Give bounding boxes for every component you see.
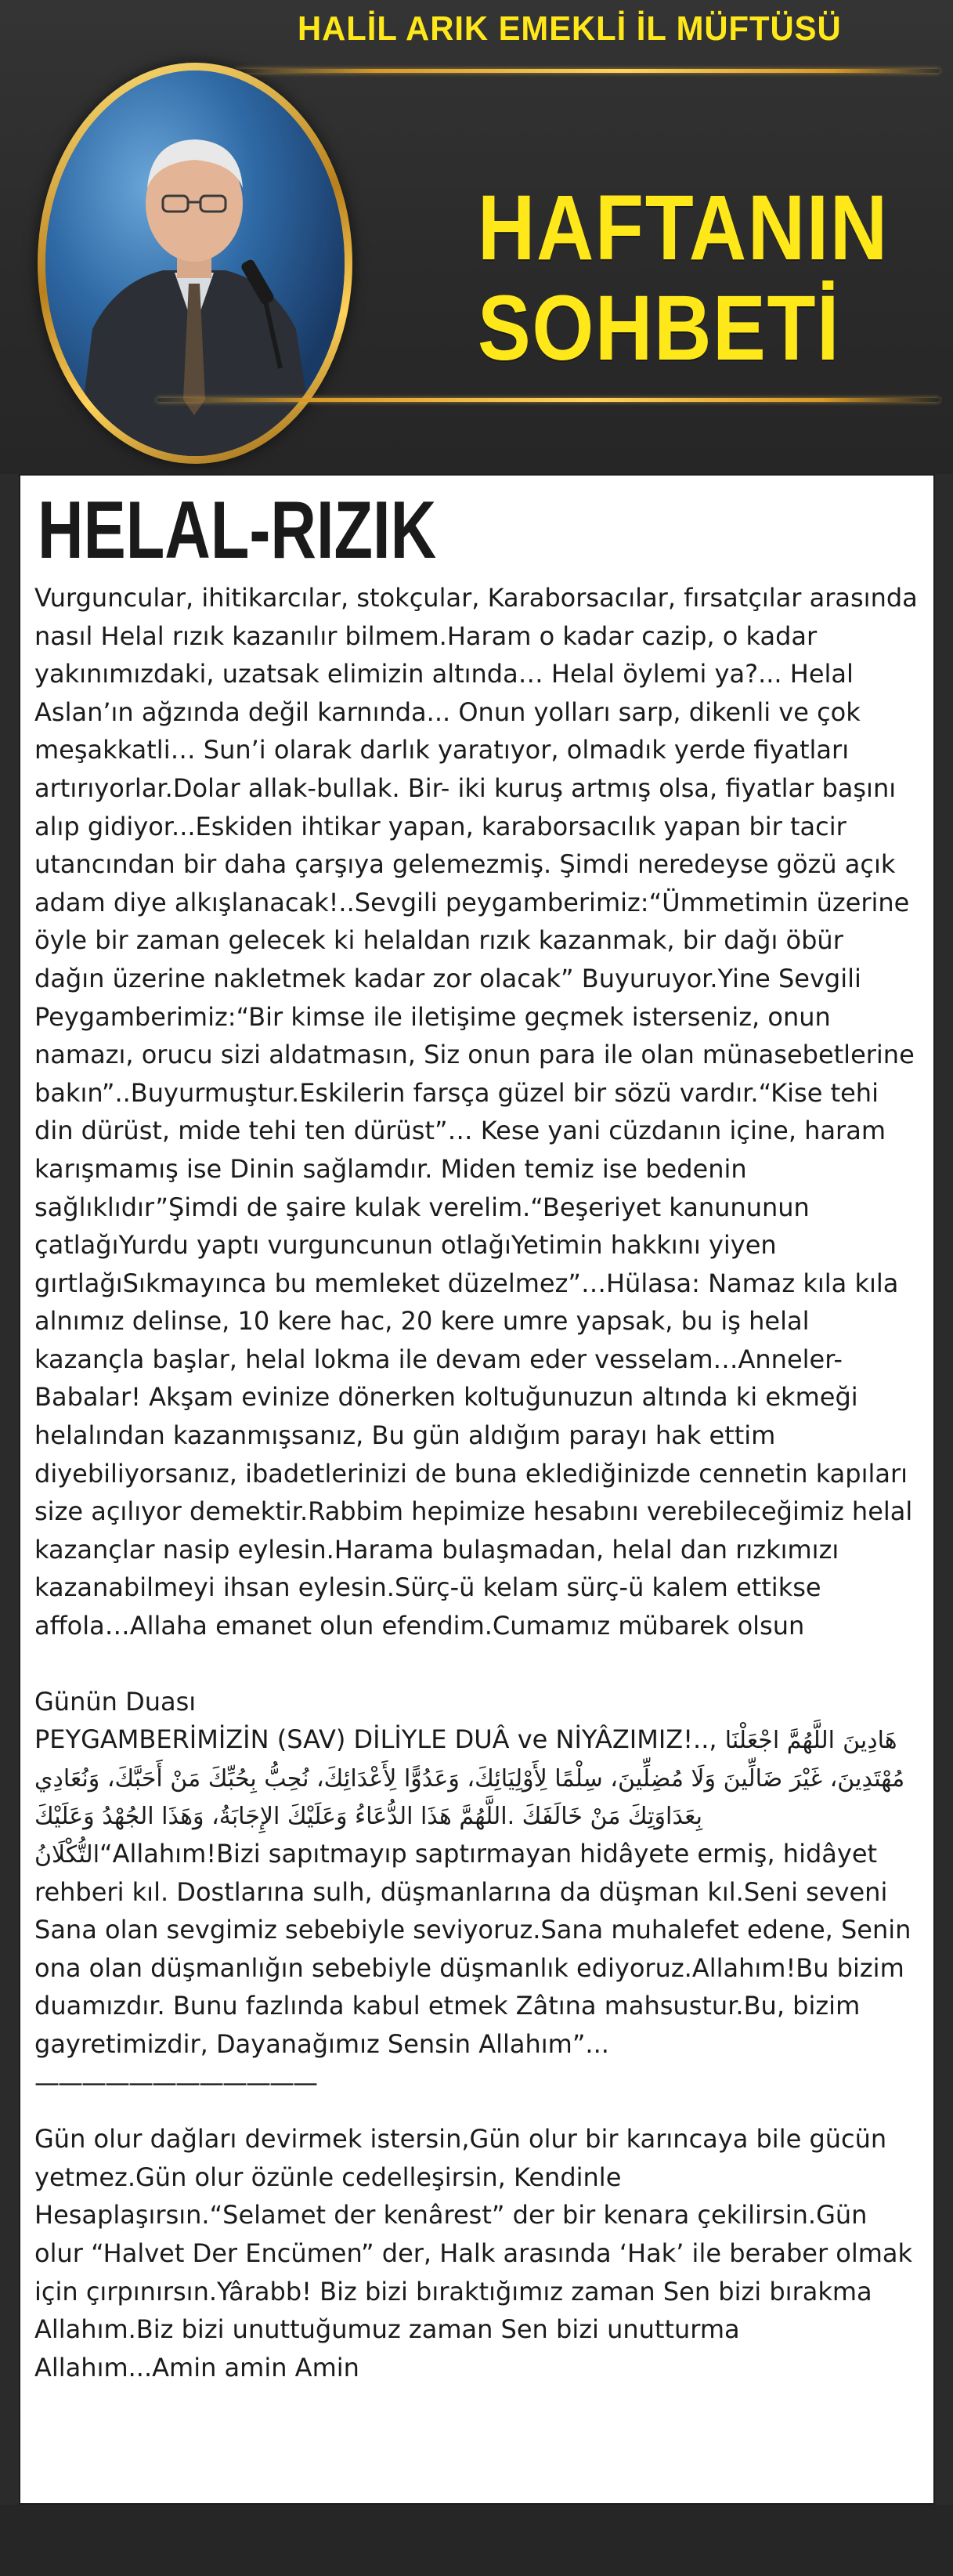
- dua-translation: “Allahım!Bizi sapıtmayıp saptırmayan hidâyete ermiş, hidâyet rehberi kıl. Dostlarına sulh, düşmanlarına da düşman kıl.Seni seveni Sana olan sevgimiz sebebiyle seviyoruz.Sana muhalefet edene, Senin ona olan düşmanlığın sebebiyle düşmanlık ediyoruz.Allahım!Bu bizim duamızdır. Bunu fazlında kabul etmek Zâtına mahsustur.Bu, bizim gayretimizdir, Dayanağımız Sensin Allahım”...: [34, 1839, 911, 2059]
- dua-arabic-opening: اللَّهُمَّ اجْعَلْنَا: [724, 1727, 835, 1755]
- section-separator: ————————————: [34, 2067, 316, 2097]
- article-title: HELAL-RIZIK: [38, 485, 437, 576]
- column-title-line2: SOHBETİ: [478, 277, 841, 380]
- author-name: HALİL ARIK EMEKLİ İL MÜFTÜSÜ: [298, 9, 842, 48]
- footer-band: [0, 2505, 953, 2576]
- header-banner: [0, 0, 953, 474]
- gold-divider-top: [235, 69, 940, 73]
- author-photo-frame: [38, 63, 352, 464]
- article-body: [34, 579, 919, 2386]
- gold-divider-bottom: [157, 398, 940, 402]
- article-paragraph: Vurguncular, ihitikarcılar, stokçular, Karaborsacılar, fırsatçılar arasında nasıl Helal rızık kazanılır bilmem.Haram o kadar cazip, o kadar yakınımızdaki, uzatsak elimizin altında… Helal öylemi ya?... Helal Aslan’ın ağzında değil karnında... Onun yolları sarp, dikenli ve çok meşakkatli… Sun’i olarak darlık yaratıyor, olmadık yerde fiyatları artırıyorlar.Dolar allak-bullak. Bir- iki kuruş artmış olsa, fiyatlar başını alıp gidiyor...Eskiden ihtikar yapan, karaborsacılık yapan bir tacir utancından bir daha çarşıya gelemezmiş. Şimdi neredeyse gözü açık adam diye alkışlanacak!..Sevgili peygamberimiz:“Ümmetimin üzerine öyle bir zaman gelecek ki helaldan rızık kazanmak, bir dağı öbür dağın üzerine nakletmek kadar zor olacak” Buyuruyor.Yine Sevgili Peygamberimiz:“Bir kimse ile iletişime geçmek isterseniz, onun namazı, orucu sizi aldatmasın, Siz onun para ile olan münasebetlerine bakın”..Buyurmuştur.Eskilerin farsça güzel bir sözü vardır.“Kise tehi din dürüst, mide tehi ten dürüst”… Kese yani cüzdanın içine, haram karışmamış ise Dinin sağlamdır. Miden temiz ise bedenin sağlıklıdır”Şimdi de şaire kulak verelim.“Beşeriyet kanununun çatlağıYurdu yaptı vurguncunun otlağıYetimin hakkını yiyen gırtlağıSıkmayınca bu memleket düzelmez”…Hülasa: Namaz kıla kıla alnımız delinse, 10 kere hac, 20 kere umre yapsak, bu iş helal kazançla başlar, helal lokma ile devam eder vesselam…Anneler-Babalar! Akşam evinize dönerken koltuğunuzun altında ki ekmeği helalından kazanmışsanız, Bu gün aldığım parayı hak ettim diyebiliyorsanız, ibadetlerinizi de buna eklediğinizde cennetin kapıları size açılıyor demektir.Rabbim hepimize hesabını verebileceğimiz helal kazançlar nasip eylesin.Harama bulaşmadan, helal dan rızkımızı kazanabilmeyi ihsan eylesin.Sürç-ü kelam sürç-ü kalem ettikse affola…Allaha emanet olun efendim.Cumamız mübarek olsun: [34, 583, 918, 1641]
- column-title-line1: HAFTANIN: [478, 176, 889, 280]
- dua-label: Günün Duası: [34, 1686, 197, 1717]
- paragraph-spacer: [34, 1645, 919, 1683]
- closing-paragraph: Gün olur dağları devirmek istersin,Gün olur bir karıncaya bile gücün yetmez.Gün olur özünle cedelleşirsin, Kendinle Hesaplaşırsın.“Selamet der kenârest” der bir kenara çekilirsin.Gün olur “Halvet Der Encümen” der, Halk arasında ‘Hak’ ile beraber olmak için çırpınırsın.Yârabb! Biz bizi bıraktığımız zaman Sen bizi bırakma Allahım.Biz bizi unuttuğumuz zaman Sen bizi unutturma Allahım...Amin amin Amin: [34, 2124, 913, 2382]
- dua-block: [34, 1720, 919, 2063]
- paragraph-spacer: [34, 2101, 919, 2120]
- article-panel: [19, 474, 935, 2505]
- dua-arabic-text: هَادِينَ مُهْتَدِينَ، غَيْرَ ضَالِّينَ وَلَا مُضِلِّينَ، سِلْمًا لِأَوْلِيَائِكَ، وَعَدُوًّا لِأَعْدَائِكَ، نُحِبُّ بِحُبِّكَ مَنْ أَحَبَّكَ، وَنُعَادِي بِعَدَاوَتِكَ مَنْ خَالَفَكَ .اللَّهُمَّ هَذَا الدُّعَاءُ وَعَلَيْكَ الإِجَابَةُ، وَهَذَا الجُهْدُ وَعَلَيْكَ التُّكْلَانُ: [34, 1727, 905, 1869]
- dua-heading: PEYGAMBERİMİZİN (SAV) DİLİYLE DUÂ ve NİYÂZIMIZ!..,: [34, 1724, 717, 1755]
